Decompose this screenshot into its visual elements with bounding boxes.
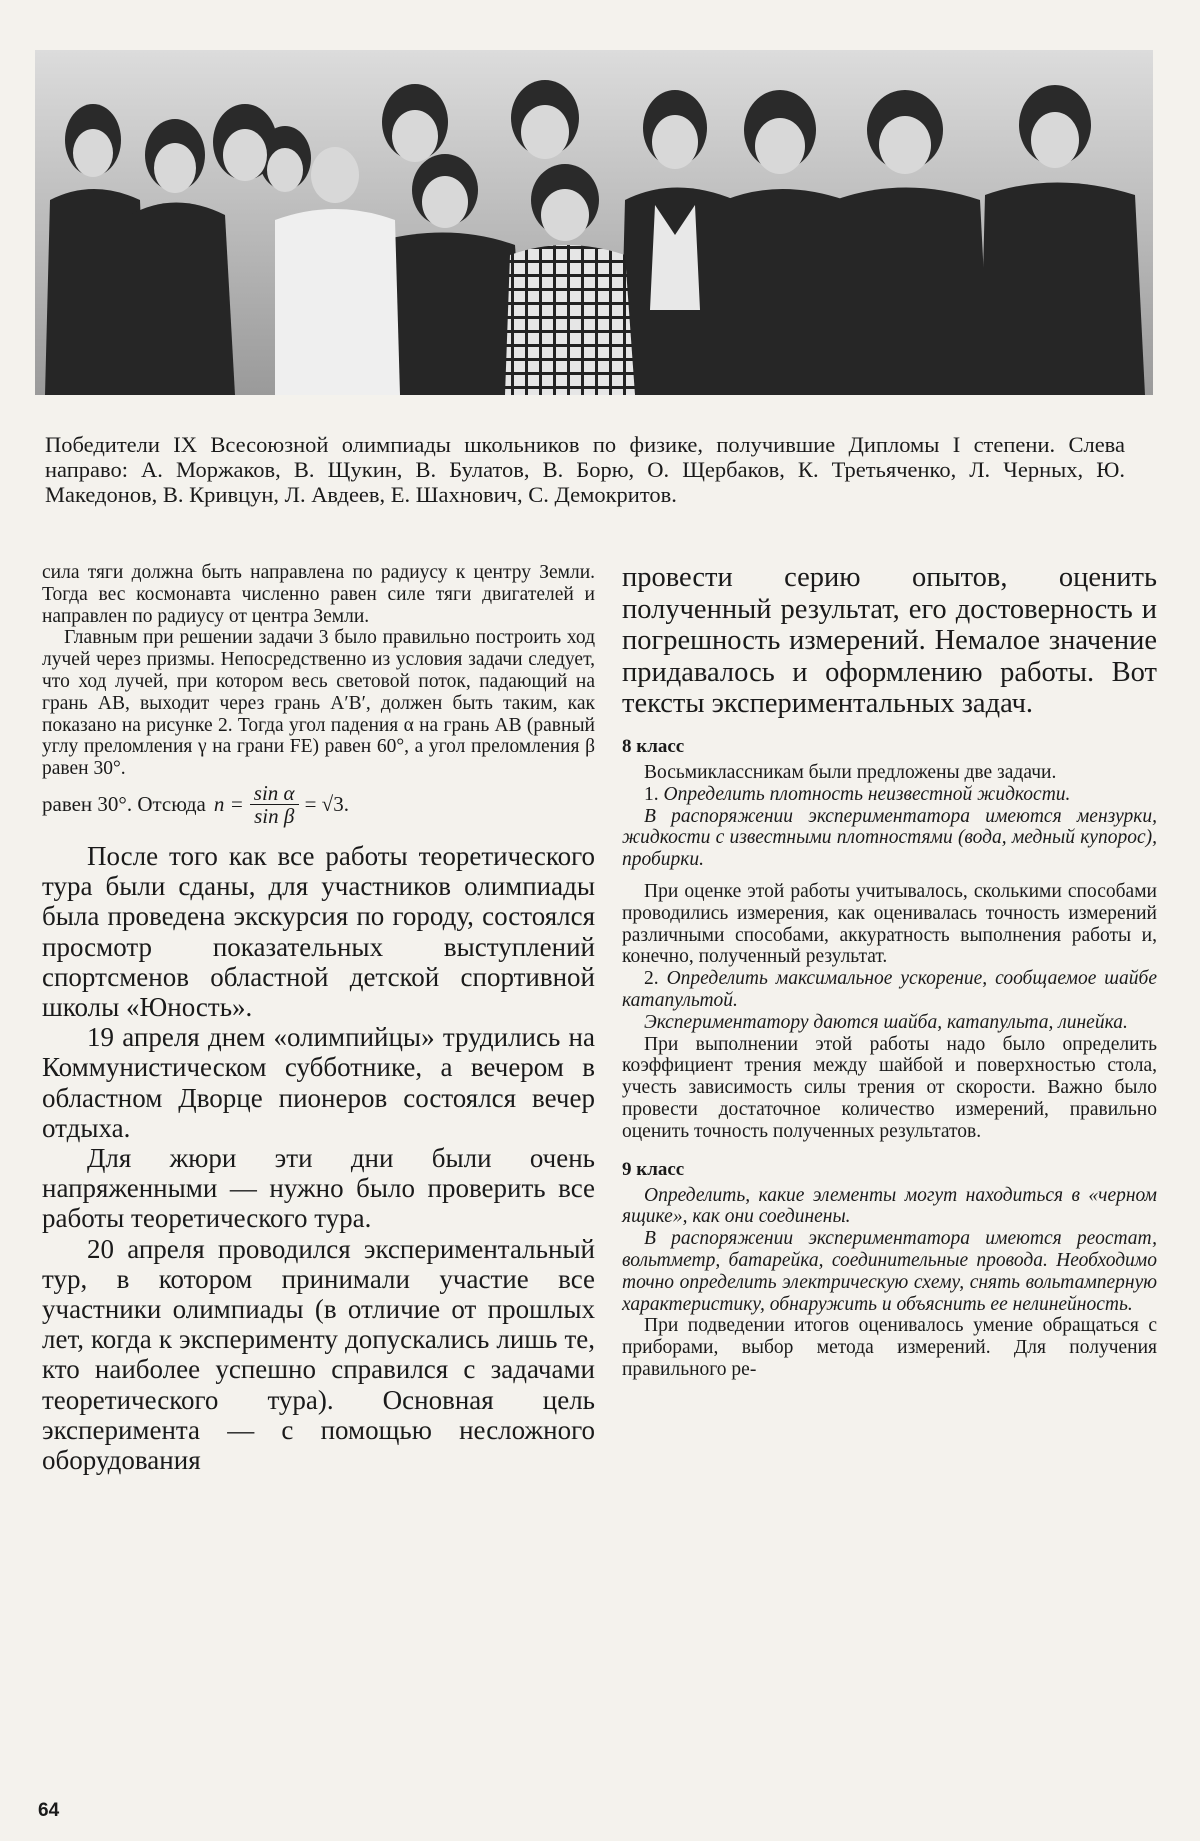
task-1-equipment: В распоряжении экспериментатора имеются мензурки, жидкости с известными плотностями (вода, медный купорос), пробирки. bbox=[622, 805, 1157, 871]
left-column bbox=[42, 562, 595, 1475]
paragraph: сила тяги должна быть направлена по радиусу к центру Земли. Тогда вес космонавта численно равен силе тяги двигателей и направлен по радиусу от центра Земли. bbox=[42, 562, 595, 627]
paragraph: При оценке этой работы учитывалось, сколькими способами проводились измерения, как оценивалась точность измерений различными способами, аккуратность выполнения работы и, конечно, полученный результат. bbox=[622, 880, 1157, 968]
formula-prefix: равен 30°. Отсюда bbox=[42, 792, 206, 817]
task-1 bbox=[622, 784, 1157, 806]
paragraph: Для жюри эти дни были очень напряженными — нужно было проверить все работы теоретического тура. bbox=[42, 1143, 595, 1234]
task-text: Определить максимальное ускорение, сообщаемое шайбе катапультой. bbox=[622, 968, 1157, 1011]
task-3-equipment: В распоряжении экспериментатора имеются реостат, вольтметр, батарейка, соединительные провода. Необходимо точно определить электрическую схему, снять вольтамперную характеристику, обнаружить и объяснить ее нелинейность. bbox=[622, 1228, 1157, 1315]
refraction-formula bbox=[42, 782, 595, 827]
paragraph: Главным при решении задачи 3 было правильно построить ход лучей через призмы. Непосредственно из условия задачи следует, что ход лучей, при котором весь световой поток, падающий на грань AB, выходит через грань A′B′, должен быть таким, как показано на рисунке 2. Тогда угол падения α на грань AB (равный углу преломления γ на грани FE) равен 60°, а угол преломления β равен 30°. bbox=[42, 627, 595, 780]
task-text: Определить плотность неизвестной жидкости. bbox=[663, 783, 1071, 805]
task-number: 1. bbox=[644, 783, 659, 805]
paragraph: 19 апреля днем «олимпийцы» трудились на Коммунистическом субботнике, а вечером в областном Дворце пионеров состоялся вечер отдыха. bbox=[42, 1022, 595, 1143]
task-3: Определить, какие элементы могут находиться в «черном ящике», как они соединены. bbox=[622, 1184, 1157, 1228]
photo-caption: Победители IX Всесоюзной олимпиады школьников по физике, получившие Дипломы I степени. Слева направо: А. Моржаков, В. Щукин, В. Булатов, В. Борю, О. Щербаков, К. Третьяченко, Л. Черных, Ю. Македонов, В. Кривцун, Л. Авдеев, Е. Шахнович, С. Демокритов. bbox=[45, 432, 1125, 507]
formula-n: n = bbox=[213, 792, 244, 817]
paragraph: провести серию опытов, оценить полученный результат, его достоверность и погрешность измерений. Немалое значение придавалось и оформлению работы. Вот тексты экспериментальных задач. bbox=[622, 562, 1157, 720]
page-number: 64 bbox=[38, 1800, 60, 1821]
formula-result: = √3. bbox=[304, 792, 349, 817]
paragraph: При подведении итогов оценивалось умение обращаться с приборами, выбор метода измерений. Для получения правильного ре- bbox=[622, 1315, 1157, 1380]
paragraph: При выполнении этой работы надо было определить коэффициент трения между шайбой и поверхностью стола, учесть зависимость силы трения от скорости. Важно было провести достаточное количество измерений, правильно оценить точность полученных результатов. bbox=[622, 1033, 1157, 1142]
section-heading-8: 8 класс bbox=[622, 735, 685, 757]
task-2-equipment: Экспериментатору даются шайба, катапульта, линейка. bbox=[644, 1011, 1128, 1033]
paragraph: Восьмиклассникам были предложены две задачи. bbox=[644, 761, 1057, 783]
section-heading-9: 9 класс bbox=[622, 1158, 685, 1180]
group-photo bbox=[35, 50, 1153, 395]
right-column bbox=[622, 562, 1157, 1381]
paragraph: После того как все работы теоретического тура были сданы, для участников олимпиады была проведена экскурсия по городу, состоялся просмотр показательных выступлений спортсменов областной детской спортивной школы «Юность». bbox=[42, 840, 595, 1022]
formula-numerator: sin α bbox=[250, 782, 299, 805]
task-2 bbox=[622, 968, 1157, 1012]
formula-denominator: sin β bbox=[254, 803, 295, 828]
paragraph: 20 апреля проводился экспериментальный тур, в котором принимали участие все участники олимпиады (в отличие от прошлых лет, когда к эксперименту допускались лишь те, кто наиболее успешно справился с задачами теоретического тура). Основная цель эксперимента — с помощью несложного оборудования bbox=[42, 1233, 595, 1476]
task-number: 2. bbox=[644, 968, 659, 990]
formula-fraction bbox=[250, 782, 299, 827]
